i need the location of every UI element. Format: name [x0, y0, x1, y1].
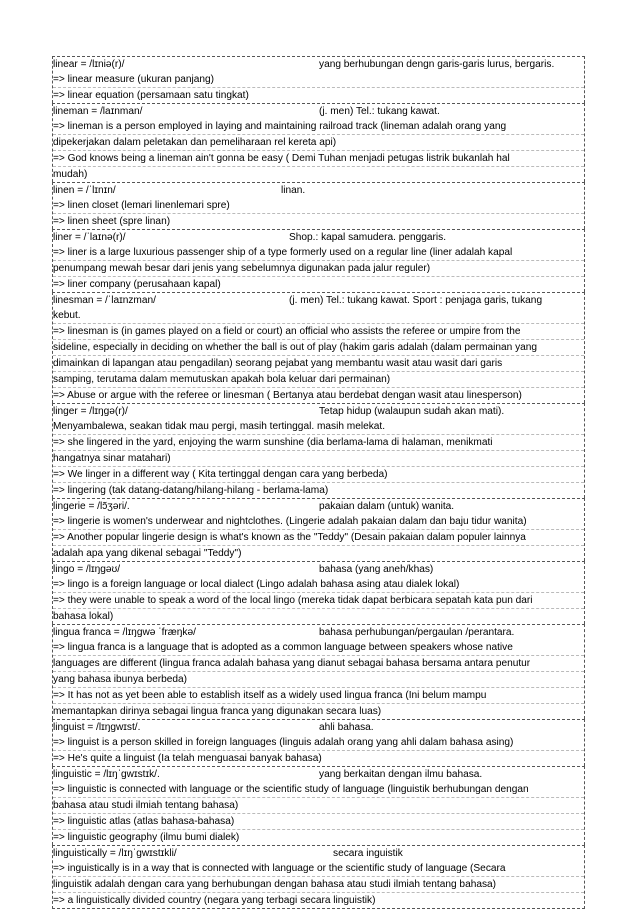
- entry-line: hangatnya sinar matahari): [53, 451, 584, 467]
- headword: lingerie = /lɔ̃ʒəri/.: [53, 501, 130, 512]
- entry-line: => liner is a large luxurious passenger ship of a type formerly used on a regular line (liner adalah kapal: [53, 245, 584, 261]
- definition: (j. men) Tel.: tukang kawat. Sport : penjaga garis, tukang: [289, 295, 543, 306]
- entry-headline: [53, 404, 584, 419]
- entry-linger: [52, 403, 585, 498]
- entry-headline: [53, 183, 584, 198]
- entry-line: => linen closet (lemari linenlemari spre): [53, 198, 584, 214]
- entry-line: => linguistic atlas (atlas bahasa-bahasa): [53, 814, 584, 830]
- entry-line: => Another popular lingerie design is what's known as the "Teddy" (Desain pakaian dalam populer lainnya: [53, 530, 584, 546]
- headword: linguistic = /lɪŋˈgwɪstɪk/.: [53, 769, 160, 780]
- entry-line: => lingerie is women's underwear and nightclothes. (Lingerie adalah pakaian dalam dan baju tidur wanita): [53, 514, 584, 530]
- entry-line: Menyambalewa, seakan tidak mau pergi, masih tertinggal. masih melekat.: [53, 419, 584, 435]
- headword: linger = /lɪŋgə(r)/: [53, 406, 128, 417]
- headword: linear = /lɪniə(r)/: [53, 59, 125, 70]
- entry-line: => they were unable to speak a word of the local lingo (mereka tidak dapat berbicara sepatah kata pun dari: [53, 593, 584, 609]
- entry-line: => lingua franca is a language that is adopted as a common language between speakers whose native: [53, 640, 584, 656]
- entry-headline: [53, 767, 584, 782]
- entry-line: linguistik adalah dengan cara yang berhubungan dengan bahasa atau studi ilmiah tentang bahasa): [53, 877, 584, 893]
- headword: lingo = /lɪŋgəʊ/: [53, 564, 121, 575]
- entry-lineman: [52, 103, 585, 182]
- entry-line: adalah apa yang dikenal sebagai "Teddy"): [53, 548, 242, 559]
- entry-headline: [53, 720, 584, 735]
- entry-liner: [52, 229, 585, 292]
- entry-line: => linguistic is connected with language or the scientific study of language (linguistik berhubungan dengan: [53, 782, 584, 798]
- headword: lineman = /laɪnman/: [53, 106, 143, 117]
- headword: liner = /ˈlaɪnə(r)/: [53, 232, 126, 243]
- entry-line: dipekerjakan dalam peletakan dan pemeliharaan rel kereta api): [53, 135, 584, 151]
- entry-headline: [53, 57, 584, 72]
- entry-headline: [53, 499, 584, 514]
- entry-line: => He's quite a linguist (Ia telah menguasai banyak bahasa): [53, 753, 322, 764]
- entry-line: bahasa atau studi ilmiah tentang bahasa): [53, 798, 584, 814]
- definition: secara inguistik: [333, 848, 403, 859]
- definition: Shop.: kapal samudera. penggaris.: [289, 232, 447, 243]
- entry-line: yang bahasa ibunya berbeda): [53, 672, 584, 688]
- entry-line: dimainkan di lapangan atau pengadilan) seorang pejabat yang membantu wasit atau wasit dari garis: [53, 356, 584, 372]
- entry-line: => a linguistically divided country (negara yang terbagi secara linguistik): [53, 895, 376, 906]
- entry-line: => she lingered in the yard, enjoying the warm sunshine (dia berlama-lama di halaman, menikmati: [53, 435, 584, 451]
- entry-lingerie: [52, 498, 585, 561]
- entry-line: memantapkan dirinya sebagai lingua franca yang digunakan secara luas): [53, 706, 382, 717]
- entry-line: kebut.: [53, 308, 584, 324]
- entry-line: => We linger in a different way ( Kita tertinggal dengan cara yang berbeda): [53, 467, 584, 483]
- definition: Tetap hidup (walaupun sudah akan mati).: [319, 406, 505, 417]
- entry-line: languages are different (lingua franca adalah bahasa yang dianut sebagai bahasa bersama antara penutur: [53, 656, 584, 672]
- definition: yang berhubungan dengn garis-garis lurus, bergaris.: [319, 59, 555, 70]
- entry-headline: [53, 625, 584, 640]
- entry-line: sideline, especially in deciding on whether the ball is out of play (hakim garis adalah (dalam permainan yang: [53, 340, 584, 356]
- definition: (j. men) Tel.: tukang kawat.: [319, 106, 440, 117]
- entry-line: => lineman is a person employed in laying and maintaining railroad track (lineman adalah orang yang: [53, 119, 584, 135]
- entry-line: => Abuse or argue with the referee or linesman ( Bertanya atau berdebat dengan wasit atau linesperson): [53, 390, 522, 401]
- definition: yang berkaitan dengan ilmu bahasa.: [319, 769, 483, 780]
- dictionary-page: [52, 56, 585, 909]
- headword: linguist = /lɪŋgwɪst/.: [53, 722, 141, 733]
- headword: linguistically = /lɪŋˈgwɪstɪkli/: [53, 848, 177, 859]
- entry-line: mudah): [53, 169, 88, 180]
- entry-headline: [53, 846, 584, 861]
- entry-line: => linear measure (ukuran panjang): [53, 72, 584, 88]
- headword: linen = /ˈlɪnɪn/: [53, 185, 116, 196]
- headword: linesman = /ˈlaɪnzman/: [53, 295, 156, 306]
- entry-linear: [52, 56, 585, 103]
- headword: lingua franca = /lɪŋgwə ˈfræŋkə/: [53, 627, 196, 638]
- definition: linan.: [281, 185, 306, 196]
- entry-linen: [52, 182, 585, 229]
- entry-headline: [53, 293, 584, 308]
- entry-line: penumpang mewah besar dari jenis yang sebelumnya digunakan pada jalur reguler): [53, 261, 584, 277]
- entry-line: bahasa lokal): [53, 611, 114, 622]
- entry-line: => linguistic geography (ilmu bumi dialek): [53, 832, 240, 843]
- entry-line: => lingering (tak datang-datang/hilang-hilang - berlama-lama): [53, 485, 329, 496]
- entry-line: => linear equation (persamaan satu tingkat): [53, 90, 249, 101]
- entry-linguistically: [52, 845, 585, 909]
- entry-line: => liner company (perusahaan kapal): [53, 279, 221, 290]
- entry-line: => linguist is a person skilled in foreign languages (linguis adalah orang yang ahli dalam bahasa asing): [53, 735, 584, 751]
- entry-line: samping, terutama dalam memutuskan apakah bola keluar dari permainan): [53, 372, 584, 388]
- entry-headline: [53, 230, 584, 245]
- entry-lingua-franca: [52, 624, 585, 719]
- entry-line: => inguistically is in a way that is connected with language or the scientific study of language (Secara: [53, 861, 584, 877]
- entry-line: => linen sheet (spre linan): [53, 216, 171, 227]
- entry-line: => lingo is a foreign language or local dialect (Lingo adalah bahasa asing atau dialek lokal): [53, 577, 584, 593]
- entry-headline: [53, 562, 584, 577]
- entry-line: => It has not as yet been able to establish itself as a widely used lingua franca (Ini belum mampu: [53, 688, 584, 704]
- entry-linguist: [52, 719, 585, 766]
- entry-lingo: [52, 561, 585, 624]
- definition: pakaian dalam (untuk) wanita.: [319, 501, 455, 512]
- entry-linesman: [52, 292, 585, 403]
- entry-line: => linesman is (in games played on a field or court) an official who assists the referee or umpire from the: [53, 324, 584, 340]
- entry-headline: [53, 104, 584, 119]
- definition: bahasa (yang aneh/khas): [319, 564, 434, 575]
- entry-line: => God knows being a lineman ain't gonna be easy ( Demi Tuhan menjadi petugas listrik bukanlah hal: [53, 151, 584, 167]
- definition: bahasa perhubungan/pergaulan /perantara.: [319, 627, 515, 638]
- definition: ahli bahasa.: [319, 722, 374, 733]
- entry-linguistic: [52, 766, 585, 845]
